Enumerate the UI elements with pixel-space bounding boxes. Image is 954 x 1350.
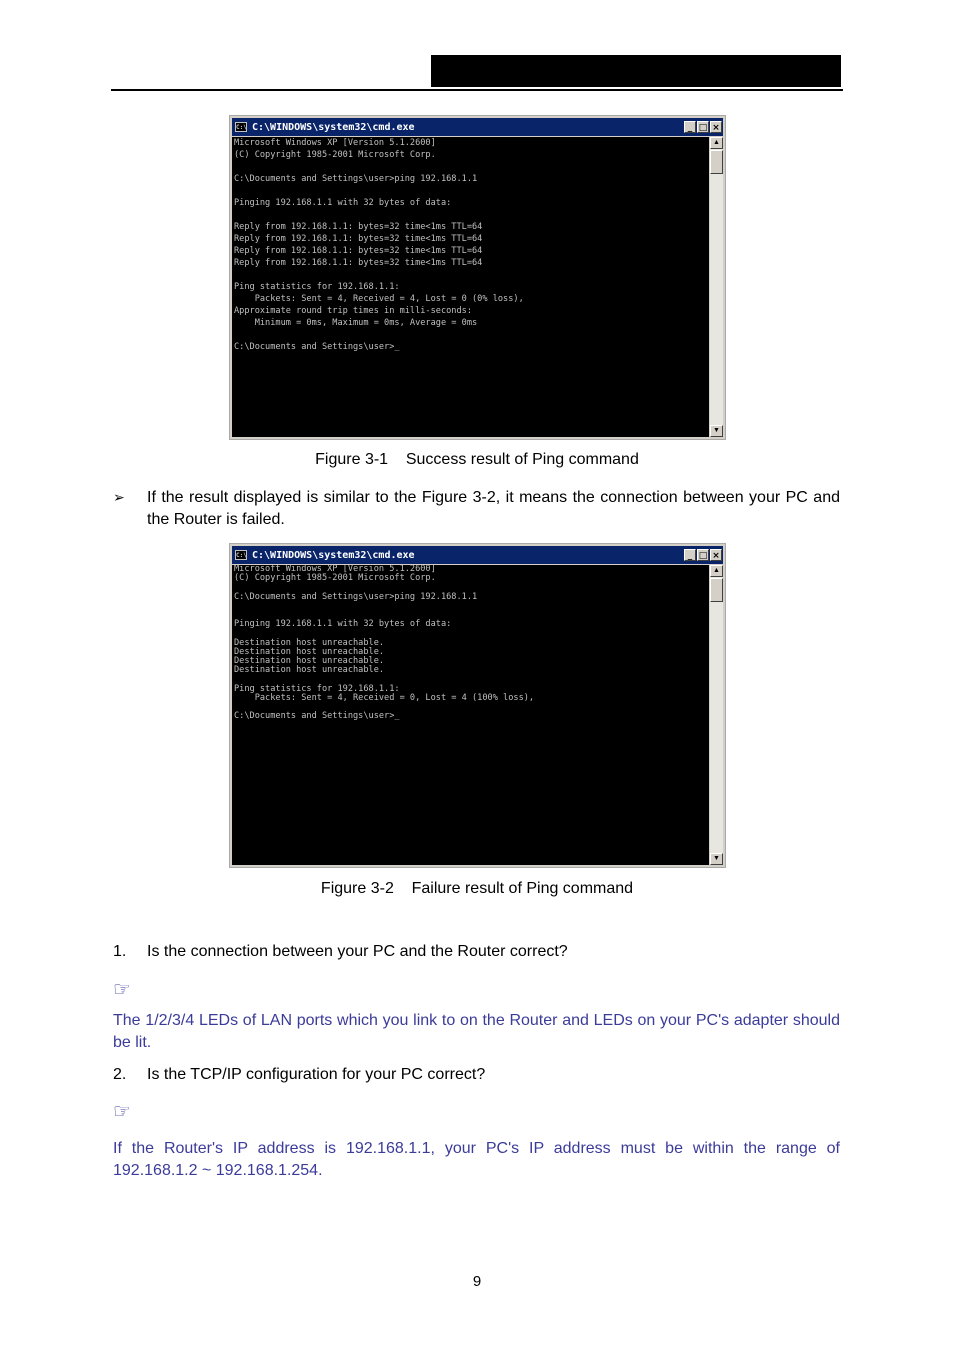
console-line: C:\Documents and Settings\user>ping 192.168.1.1 [234,174,478,184]
bullet-paragraph: If the result displayed is similar to the Figure 3-2, it means the connection between your PC and the Router is failed. [147,489,840,528]
maximize-icon[interactable]: □ [698,551,708,561]
item-number-1: 1. [113,943,127,960]
console-line: (C) Copyright 1985-2001 Microsoft Corp. [234,573,436,584]
console-line: C:\Documents and Settings\user>ping 192.168.1.1 [234,591,478,602]
window-title: C:\WINDOWS\system32\cmd.exe [252,121,415,133]
console-app-icon: C:\ [236,124,247,131]
console-line: Destination host unreachable. [234,637,385,648]
console-line: Approximate round trip times in milli-seconds: [234,306,472,316]
console-line: Reply from 192.168.1.1: bytes=32 time<1ms TTL=64 [234,258,483,268]
scroll-down-icon[interactable]: ▼ [710,853,723,865]
console-line: Reply from 192.168.1.1: bytes=32 time<1ms TTL=64 [234,222,483,232]
window-titlebar [232,118,723,136]
console-line [234,161,707,173]
console-output [232,137,709,437]
bullet-arrow-icon: ➢ [113,489,125,505]
window-title: C:\WINDOWS\system32\cmd.exe [252,549,415,561]
close-icon[interactable]: × [710,549,722,561]
console-line: Destination host unreachable. [234,665,385,676]
window-titlebar [232,546,723,564]
console-line [234,269,707,281]
console-line: Packets: Sent = 4, Received = 4, Lost = 0 (0% loss), [234,294,524,304]
console-line: Pinging 192.168.1.1 with 32 bytes of data: [234,198,452,208]
scroll-up-icon[interactable]: ▲ [710,565,723,577]
pointing-hand-note-icon: ☞ [113,977,131,1001]
console-line: (C) Copyright 1985-2001 Microsoft Corp. [234,150,436,160]
console-line [234,329,707,341]
console-line: Packets: Sent = 4, Received = 0, Lost = 4 (100% loss), [234,692,535,703]
scroll-up-icon[interactable]: ▲ [710,137,723,149]
pointing-hand-note-icon: ☞ [113,1099,131,1123]
console-line: Destination host unreachable. [234,656,385,667]
console-line [234,602,707,611]
close-icon[interactable]: × [710,121,722,133]
console-line [234,209,707,221]
minimize-icon[interactable]: _ [684,549,696,561]
console-line: Microsoft Windows XP [Version 5.1.2600] [234,565,436,574]
page-number: 9 [472,1273,482,1290]
vertical-scrollbar[interactable] [710,565,723,865]
console-line: Microsoft Windows XP [Version 5.1.2600] [234,138,436,148]
minimize-icon[interactable]: _ [684,121,696,133]
console-line: Destination host unreachable. [234,646,385,657]
cmd-window-failure [229,543,726,868]
scroll-thumb[interactable] [710,578,723,602]
console-line: Ping statistics for 192.168.1.1: [234,683,400,694]
maximize-icon[interactable]: □ [698,123,708,133]
item-question-2: Is the TCP/IP configuration for your PC correct? [147,1066,486,1083]
console-line: Minimum = 0ms, Maximum = 0ms, Average = 0ms [234,318,478,328]
figure-caption-1: Figure 3-1 Success result of Ping command [315,451,639,468]
scroll-thumb[interactable] [710,150,723,174]
console-line: C:\Documents and Settings\user>_ [234,342,400,352]
cmd-window-success [229,115,726,440]
header-rule [111,89,843,91]
vertical-scrollbar[interactable] [710,137,723,437]
console-output [232,565,709,865]
console-line: Pinging 192.168.1.1 with 32 bytes of data: [234,619,452,630]
header-bar [431,55,841,87]
figure-caption-2: Figure 3-2 Failure result of Ping command [320,880,634,897]
item-note-2: If the Router's IP address is 192.168.1.1, your PC's IP address must be within the range of 192.168.1.2 ~ 192.168.1.254. [113,1140,840,1179]
item-note-1: The 1/2/3/4 LEDs of LAN ports which you link to on the Router and LEDs on your PC's adapter should be lit. [113,1012,840,1051]
console-app-icon: C:\ [236,552,247,559]
scroll-down-icon[interactable]: ▼ [710,425,723,437]
console-line [234,185,707,197]
item-number-2: 2. [113,1066,127,1083]
console-line: Reply from 192.168.1.1: bytes=32 time<1ms TTL=64 [234,234,483,244]
item-question-1: Is the connection between your PC and the Router correct? [147,943,568,960]
console-line: Ping statistics for 192.168.1.1: [234,282,400,292]
console-line: Reply from 192.168.1.1: bytes=32 time<1ms TTL=64 [234,246,483,256]
console-line: C:\Documents and Settings\user>_ [234,711,400,722]
